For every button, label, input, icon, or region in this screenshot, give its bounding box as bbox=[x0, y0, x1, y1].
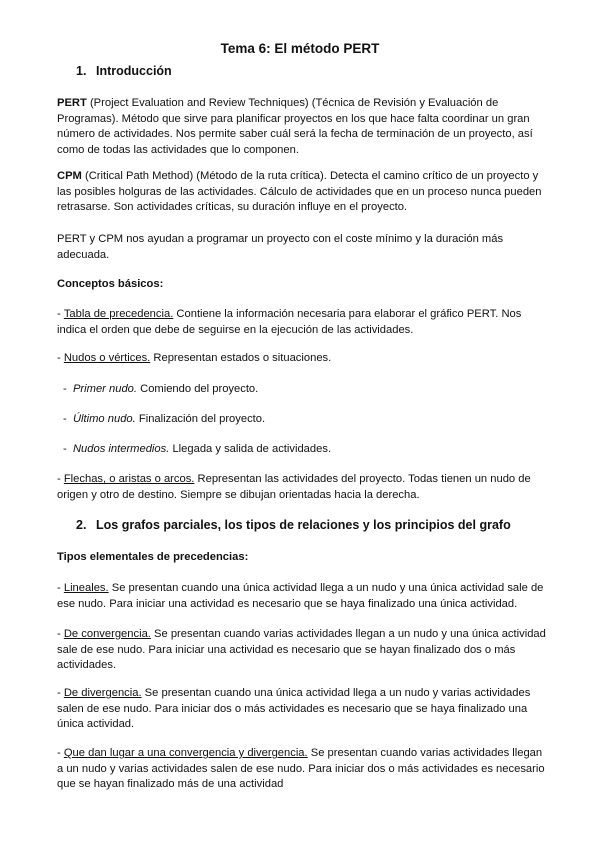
divergencia-text: Se presentan cuando una única actividad llega a un nudo y varias actividades salen de ese nudo. Para iniciar dos o más actividades es necesario que se haya finalizado una única actividad. bbox=[57, 687, 531, 730]
convergencia-term: De convergencia. bbox=[63, 628, 151, 640]
primer-term: Primer nudo. bbox=[72, 383, 137, 395]
ultimo-text: Finalización del proyecto. bbox=[135, 413, 266, 425]
pert-term: PERT bbox=[57, 97, 87, 109]
pert-cpm-paragraph: PERT y CPM nos ayudan a programar un proyecto con el coste mínimo y la duración más adecuada. bbox=[57, 233, 504, 261]
section-1-heading: Introducción bbox=[96, 64, 172, 78]
page-title: Tema 6: El método PERT bbox=[220, 41, 380, 56]
convergencia-text: Se presentan cuando varias actividades llegan a un nudo y una única actividad sale de ese nudo. Para iniciar una actividad es necesario que se hayan finalizado dos o más actividades. bbox=[57, 628, 546, 671]
type-convergencia: - De convergencia. Se presentan cuando varias actividades llegan a un nudo y una única actividad sale de ese nudo. Para iniciar una actividad es necesario que se hayan finalizado dos o más actividades. bbox=[57, 628, 546, 671]
ambas-term: Que dan lugar a una convergencia y divergencia. bbox=[63, 747, 308, 759]
nudos-text: Representan estados o situaciones. bbox=[150, 352, 332, 364]
concept-ultimo-nudo: - Último nudo. Finalización del proyecto. bbox=[63, 413, 266, 425]
cpm-term: CPM bbox=[57, 170, 82, 182]
lineales-text: Se presentan cuando una única actividad llega a un nudo y una única actividad sale de ese nudo. Para iniciar una actividad es necesario que se haya finalizado una única actividad. bbox=[57, 582, 544, 610]
type-lineales: - Lineales. Se presentan cuando una única actividad llega a un nudo y una única actividad sale de ese nudo. Para iniciar una actividad es necesario que se haya finalizado una única actividad. bbox=[57, 582, 544, 610]
precedence-types-heading: Tipos elementales de precedencias: bbox=[57, 551, 249, 563]
section-2-number: 2. bbox=[76, 518, 87, 532]
divergencia-term: De divergencia. bbox=[63, 687, 142, 699]
nudos-term: Nudos o vértices. bbox=[63, 352, 151, 364]
pert-text: (Project Evaluation and Review Techniques) (Técnica de Revisión y Evaluación de Programas). Método que sirve para planificar proyectos en los que hace falta coordinar un gran número de actividades. Nos permite saber cuál será la fecha de terminación de un proyecto, así como de todas las actividades que lo componen. bbox=[57, 97, 533, 156]
concept-nudos: - Nudos o vértices. Representan estados o situaciones. bbox=[57, 352, 332, 364]
primer-text: Comiendo del proyecto. bbox=[137, 383, 259, 395]
intermedios-text: Llegada y salida de actividades. bbox=[169, 443, 332, 455]
cpm-paragraph bbox=[57, 169, 547, 216]
lineales-term: Lineales. bbox=[63, 582, 109, 594]
section-2-heading: Los grafos parciales, los tipos de relaciones y los principios del grafo bbox=[96, 518, 511, 532]
concept-tabla: - Tabla de precedencia. Contiene la información necesaria para elaborar el gráfico PERT. Nos indica el orden que debe de seguirse en la ejecución de las actividades. bbox=[57, 308, 522, 336]
flechas-term: Flechas, o aristas o arcos. bbox=[63, 473, 195, 485]
concept-primer-nudo: - Primer nudo. Comiendo del proyecto. bbox=[63, 383, 259, 395]
flechas-text: Representan las actividades del proyecto. Todas tienen un nudo de origen y otro de destino. Siempre se dibujan orientadas hacia la derecha. bbox=[57, 473, 531, 501]
concepts-heading: Conceptos básicos: bbox=[57, 278, 164, 290]
concept-flechas: - Flechas, o aristas o arcos. Representan las actividades del proyecto. Todas tienen un nudo de origen y otro de destino. Siempre se dibujan orientadas hacia la derecha. bbox=[57, 473, 531, 501]
ambas-text: Se presentan cuando varias actividades llegan a un nudo y varias actividades salen de ese nudo. Para iniciar dos o más actividades es necesario que se hayan finalizado más de una actividad bbox=[57, 747, 545, 790]
ultimo-term: Último nudo. bbox=[72, 413, 136, 425]
concept-nudos-intermedios: - Nudos intermedios. Llegada y salida de actividades. bbox=[63, 443, 332, 455]
type-convergencia-divergencia: - Que dan lugar a una convergencia y divergencia. Se presentan cuando varias actividades llegan a un nudo y varias actividades salen de ese nudo. Para iniciar dos o más actividades es necesario que se hayan finalizado más de una actividad bbox=[57, 747, 545, 790]
type-divergencia: - De divergencia. Se presentan cuando una única actividad llega a un nudo y varias actividades salen de ese nudo. Para iniciar dos o más actividades es necesario que se haya finalizado una única actividad. bbox=[57, 687, 531, 730]
cpm-text: (Critical Path Method) (Método de la ruta crítica). Detecta el camino crítico de un proyecto y las posibles holguras de las actividades. Cálculo de actividades que en un proceso nunca pueden retrasarse. Son actividades críticas, su duración influye en el proyecto. bbox=[57, 170, 542, 213]
intermedios-term: Nudos intermedios. bbox=[72, 443, 170, 455]
section-1-number: 1. bbox=[76, 64, 87, 78]
tabla-text: Contiene la información necesaria para elaborar el gráfico PERT. Nos indica el orden que debe de seguirse en la ejecución de las actividades. bbox=[57, 308, 522, 336]
pert-paragraph bbox=[57, 96, 547, 158]
tabla-term: Tabla de precedencia. bbox=[63, 308, 174, 320]
